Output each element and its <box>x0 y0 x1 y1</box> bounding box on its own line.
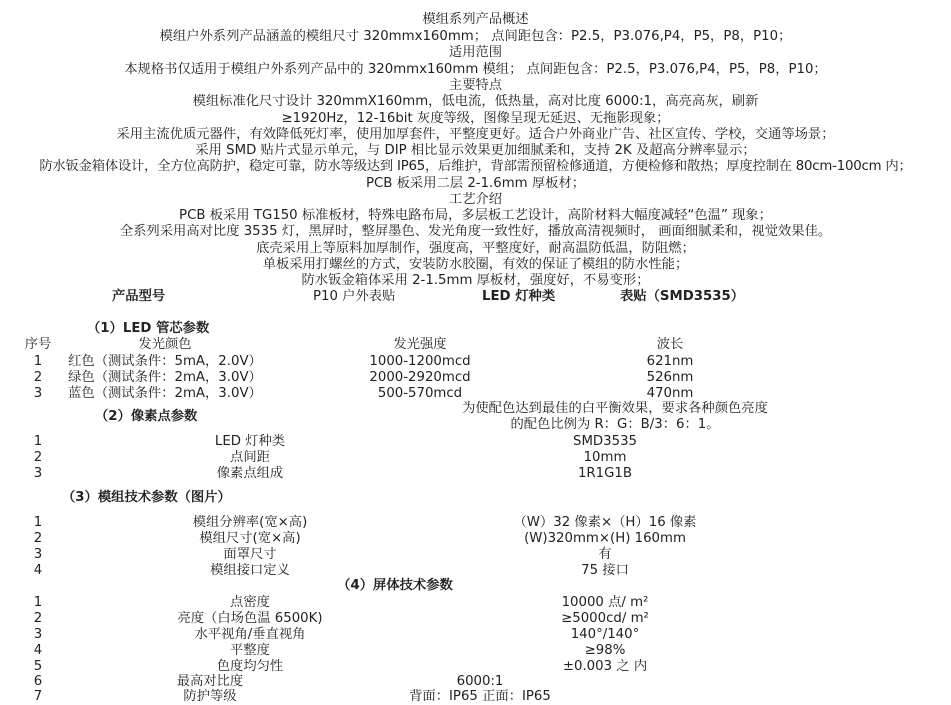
led-row-intensity: 1000-1200mcd <box>369 354 471 369</box>
process-line: 全系列采用高对比度 3535 灯，黑屏时，整屏墨色、发光角度一致性好，播放高清视频时， 画面细腻柔和，视觉效果佳。 <box>119 224 832 239</box>
screen-row-index: 1 <box>33 595 43 610</box>
module-row-index: 2 <box>33 531 43 546</box>
screen-row-value: ≥5000cd/ m² <box>561 611 649 626</box>
led-row-color: 绿色（测试条件：2mA，3.0V） <box>68 370 262 385</box>
led-row-wavelength: 526nm <box>646 370 694 385</box>
module-row-value: 有 <box>598 547 612 562</box>
screen-row-value: 140°/140° <box>570 627 640 642</box>
module-row-label: 面罩尺寸 <box>223 547 277 562</box>
pixel-row-value: 1R1G1B <box>577 466 633 481</box>
screen-row-index: 7 <box>33 689 43 704</box>
module-row-label: 模组分辨率(宽×高) <box>192 515 308 530</box>
screen-row-label: 色度均匀性 <box>216 659 284 674</box>
pixel-row-value: SMD3535 <box>573 434 637 449</box>
screen-row-index: 3 <box>33 627 43 642</box>
process-line: 底壳采用上等原料加厚制作，强度高，平整度好，耐高温防低温，防阻燃； <box>256 241 695 256</box>
pixel-row-label: LED 灯种类 <box>214 434 286 449</box>
screen-params-title: （4）屏体技术参数 <box>337 578 453 593</box>
screen-row-value: 6000:1 <box>456 674 504 689</box>
pixel-row-index: 1 <box>33 434 43 449</box>
screen-row-index: 2 <box>33 611 43 626</box>
pixel-row-index: 2 <box>33 450 43 465</box>
screen-row-label: 亮度（白场色温 6500K) <box>177 611 323 626</box>
screen-row-label: 平整度 <box>230 643 270 658</box>
led-row-wavelength: 621nm <box>646 354 694 369</box>
pixel-params-title: （2）像素点参数 <box>95 409 198 424</box>
col-header-intensity: 发光强度 <box>393 337 447 352</box>
module-row-index: 3 <box>33 547 43 562</box>
features-line: ≥1920Hz，12-16bit 灰度等级，图像呈现无延迟、无拖影现象； <box>281 111 670 126</box>
pixel-row-label: 点间距 <box>230 450 270 465</box>
led-row-color: 蓝色（测试条件：2mA，3.0V） <box>68 386 262 401</box>
led-row-color: 红色（测试条件：5mA，2.0V） <box>68 354 262 369</box>
col-header-index: 序号 <box>24 337 52 352</box>
features-line: 模组标准化尺寸设计 320mmX160mm，低电流，低热量，高对比度 6000:1，高亮高灰，刷新 <box>192 94 759 109</box>
led-row-intensity: 2000-2920mcd <box>369 370 471 385</box>
screen-row-label: 点密度 <box>230 595 270 610</box>
screen-row-value: ≥98% <box>584 643 626 658</box>
color-ratio-note: 的配色比例为 R：G：B/3：6：1。 <box>510 417 720 432</box>
led-type-value: 表贴（SMD3535） <box>620 289 745 304</box>
scope-text: 本规格书仅适用于模组户外系列产品中的 320mmx160mm 模组； 点间距包含：P2.5，P3.076,P4，P5，P8，P10； <box>124 62 827 77</box>
module-row-value: （W）32 像素×（H）16 像素 <box>513 515 697 530</box>
pixel-row-value: 10mm <box>583 450 627 465</box>
process-line: 防水钣金箱体采用 2-1.5mm 厚板材，强度好，不易变形； <box>301 273 650 288</box>
screen-row-index: 6 <box>33 674 43 689</box>
led-row-wavelength: 470nm <box>646 386 694 401</box>
led-params-title: （1）LED 管芯参数 <box>87 321 210 336</box>
led-row-index: 3 <box>33 386 43 401</box>
led-row-intensity: 500-570mcd <box>377 386 463 401</box>
module-row-index: 4 <box>33 563 43 578</box>
module-row-label: 模组尺寸(宽×高) <box>199 531 301 546</box>
screen-row-index: 4 <box>33 643 43 658</box>
module-params-title: （3）模组技术参数（图片） <box>62 490 231 505</box>
led-row-index: 1 <box>33 354 43 369</box>
pixel-row-label: 像素点组成 <box>216 466 284 481</box>
col-header-color: 发光颜色 <box>138 337 192 352</box>
screen-row-label: 最高对比度 <box>176 674 244 689</box>
scope-title: 适用范围 <box>448 45 503 60</box>
process-line: PCB 板采用 TG150 标准板材，特殊电路布局，多层板工艺设计，高阶材料大幅度减轻“色温” 现象； <box>179 208 772 223</box>
process-line: 单板采用打螺丝的方式，安装防水胶圈，有效的保证了模组的防水性能； <box>262 257 689 272</box>
features-line: 防水钣金箱体设计，全方位高防护，稳定可靠，防水等级达到 IP65，后维护，背部需预留检修通道，方便检修和散热；厚度控制在 80cm-100cm 内； <box>39 159 912 174</box>
features-line: 采用主流优质元器件，有效降低死灯率，使用加厚套件，平整度更好。适合户外商业广告、社区宣传、学校，交通等场景； <box>116 127 835 142</box>
screen-row-value: 背面：IP65 正面：IP65 <box>409 689 551 704</box>
module-row-value: 75 接口 <box>581 563 629 578</box>
screen-row-label: 防护等级 <box>183 689 237 704</box>
module-row-label: 模组接口定义 <box>210 563 290 578</box>
features-title: 主要特点 <box>448 78 503 93</box>
screen-row-value: 10000 点/ m² <box>561 595 649 610</box>
features-line: 采用 SMD 贴片式显示单元，与 DIP 相比显示效果更加细腻柔和，支持 2K 及超高分辨率显示； <box>195 143 756 158</box>
white-balance-note: 为使配色达到最佳的白平衡效果，要求各种颜色亮度 <box>462 401 768 416</box>
col-header-wavelength: 波长 <box>656 337 684 352</box>
led-row-index: 2 <box>33 370 43 385</box>
features-line: PCB 板采用二层 2-1.6mm 厚板材； <box>365 176 586 191</box>
model-label: 产品型号 <box>112 289 166 304</box>
screen-row-value: ±0.003 之 内 <box>562 659 648 674</box>
process-title: 工艺介绍 <box>448 192 503 207</box>
overview-title: 模组系列产品概述 <box>422 12 529 27</box>
module-row-value: (W)320mm×(H) 160mm <box>524 531 686 546</box>
module-row-index: 1 <box>33 515 43 530</box>
led-type-label: LED 灯种类 <box>482 289 556 304</box>
model-value: P10 户外表贴 <box>313 289 396 304</box>
screen-row-label: 水平视角/垂直视角 <box>194 627 306 642</box>
pixel-row-index: 3 <box>33 466 43 481</box>
screen-row-index: 5 <box>33 659 43 674</box>
overview-text: 模组户外系列产品涵盖的模组尺寸 320mmx160mm； 点间距包含：P2.5，P3.076,P4，P5，P8，P10； <box>159 29 792 44</box>
